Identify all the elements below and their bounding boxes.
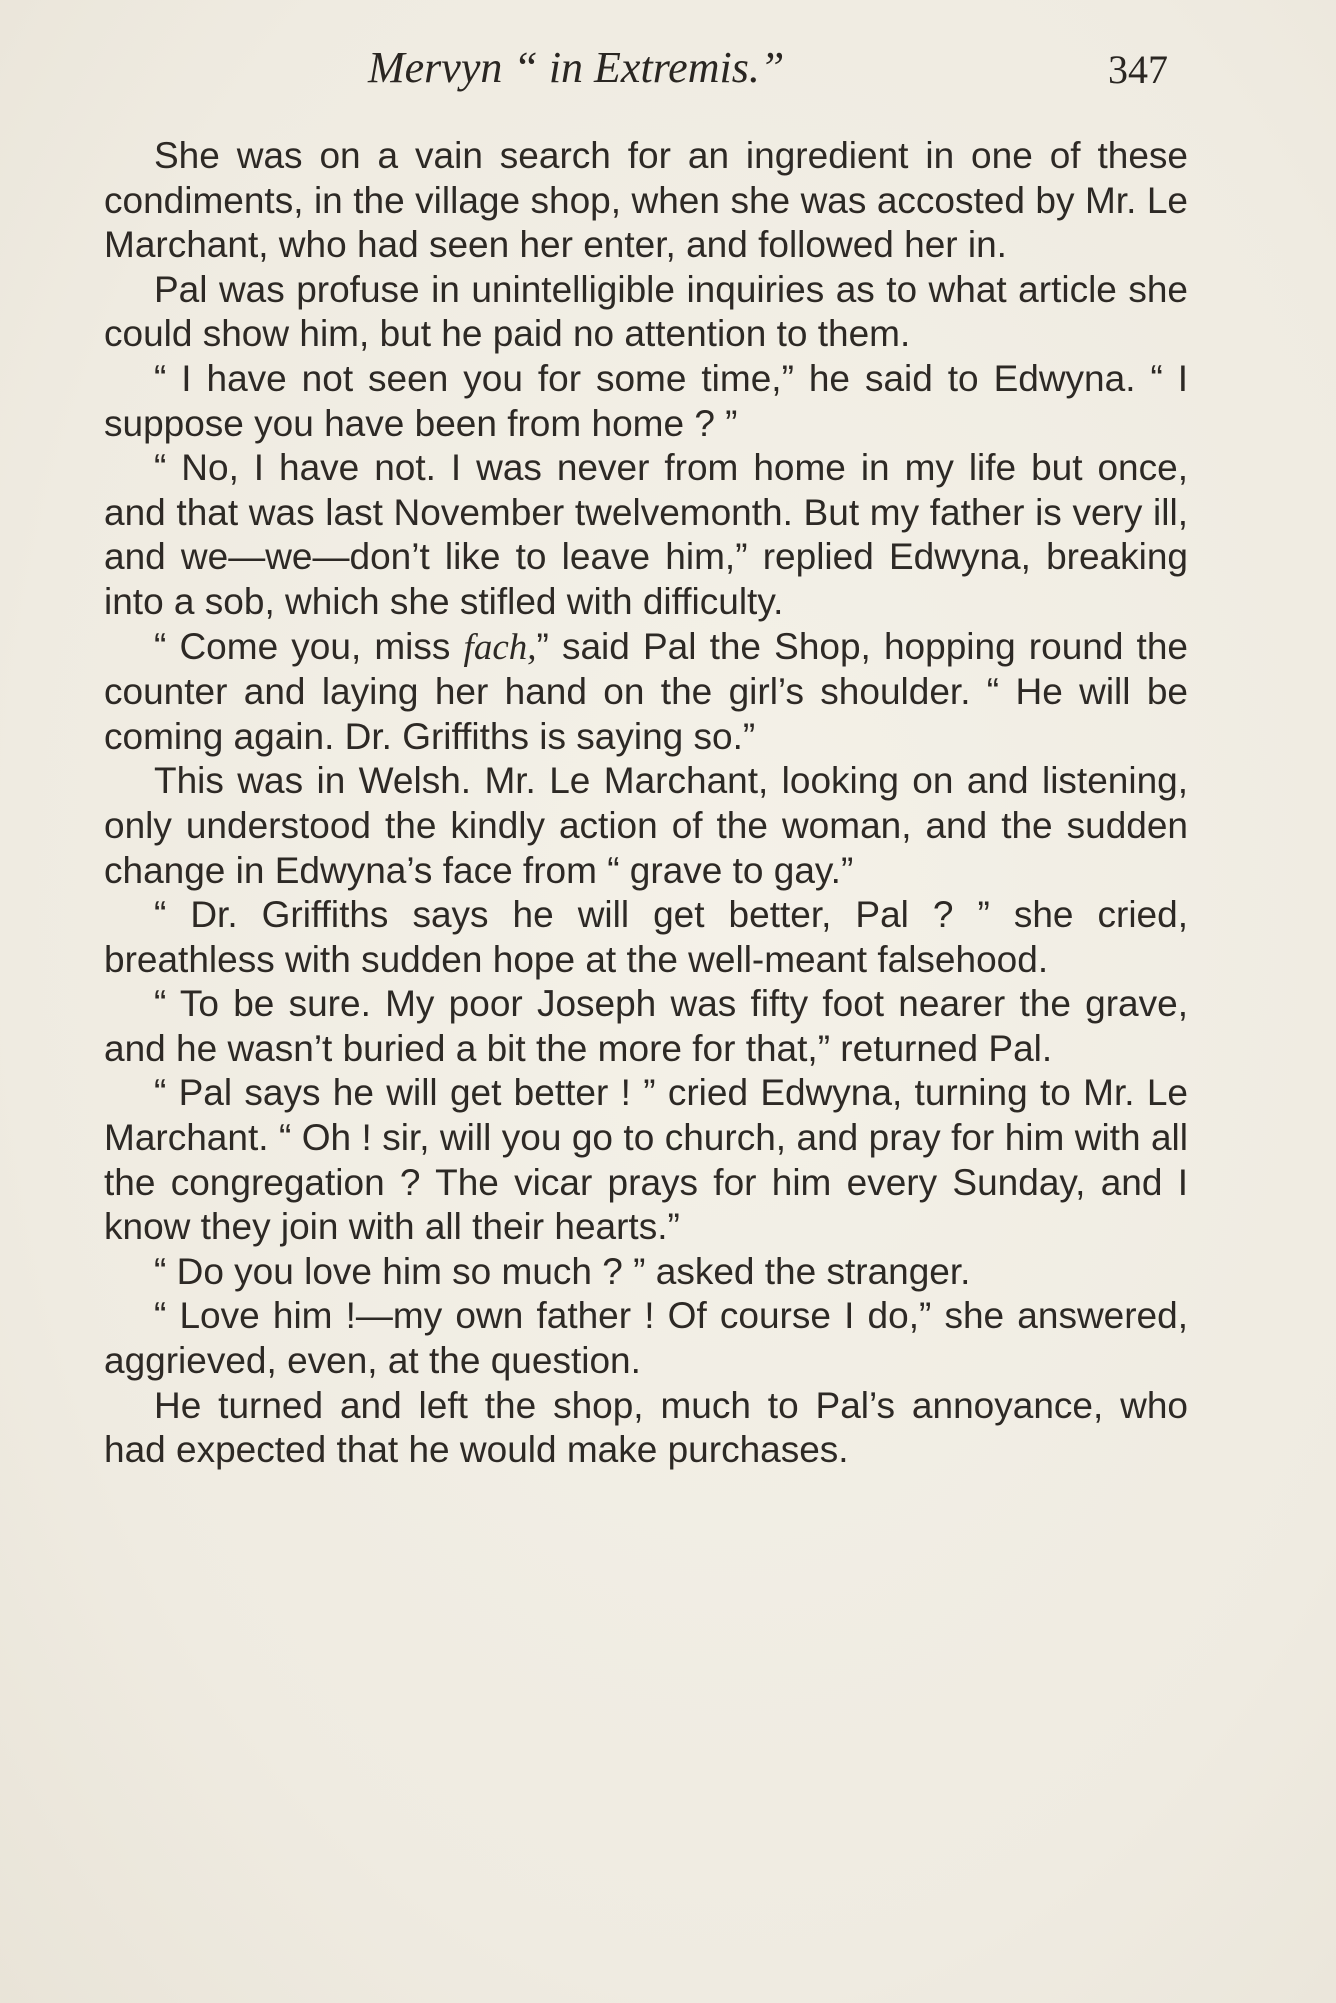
page-number: 347 bbox=[1108, 47, 1168, 92]
paragraph: He turned and left the shop, much to Pal’s annoyance, who had expected that he would make purchases. bbox=[104, 1384, 1188, 1471]
paragraph-text: ” said Pal the Shop, hopping round the counter and laying her hand on the girl’s shoulder. “ He will be coming again. Dr. Griffiths is saying so.” bbox=[104, 625, 1188, 757]
paragraph: This was in Welsh. Mr. Le Marchant, looking on and listening, only understood the kindly action of the woman, and the sudden change in Edwyna’s face from “ grave to gay.” bbox=[104, 760, 1188, 891]
paragraph: She was on a vain search for an ingredient in one of these condiments, in the village shop, when she was accosted by Mr. Le Marchant, who had seen her enter, and followed her in. bbox=[104, 135, 1188, 266]
running-title: Mervyn “ in Extremis.” bbox=[368, 43, 785, 92]
paragraph: “ Dr. Griffiths says he will get better, Pal ? ” she cried, breathless with sudden hope at the well-meant falsehood. bbox=[104, 894, 1188, 980]
body-text bbox=[104, 134, 1188, 1473]
paragraph: Pal was profuse in unintelligible inquiries as to what article she could show him, but he paid no attention to them. bbox=[104, 268, 1188, 355]
welsh-word: fach, bbox=[463, 626, 537, 668]
paragraph: “ Do you love him so much ? ” asked the stranger. bbox=[154, 1250, 971, 1292]
paragraph: “ Love him !—my own father ! Of course I do,” she answered, aggrieved, even, at the question. bbox=[104, 1295, 1188, 1382]
paragraph: “ To be sure. My poor Joseph was fifty foot nearer the grave, and he wasn’t buried a bit the more for that,” returned Pal. bbox=[104, 983, 1188, 1069]
running-head bbox=[0, 42, 1336, 102]
paragraph: “ Pal says he will get better ! ” cried Edwyna, turning to Mr. Le Marchant. “ Oh ! sir, will you go to church, and pray for him with all the congregation ? The vicar prays for him every Sunday, and I know they join with all their hearts.” bbox=[104, 1072, 1188, 1248]
paragraph: “ I have not seen you for some time,” he said to Edwyna. “ I suppose you have been from home ? ” bbox=[104, 357, 1188, 444]
paragraph bbox=[104, 625, 1188, 760]
paragraph-text: “ Come you, miss bbox=[154, 625, 464, 667]
paragraph: “ No, I have not. I was never from home in my life but once, and that was last November twelvemonth. But my father is very ill, and we—we—don’t like to leave him,” replied Edwyna, breaking into a sob, which she stifled with difficulty. bbox=[104, 447, 1188, 622]
